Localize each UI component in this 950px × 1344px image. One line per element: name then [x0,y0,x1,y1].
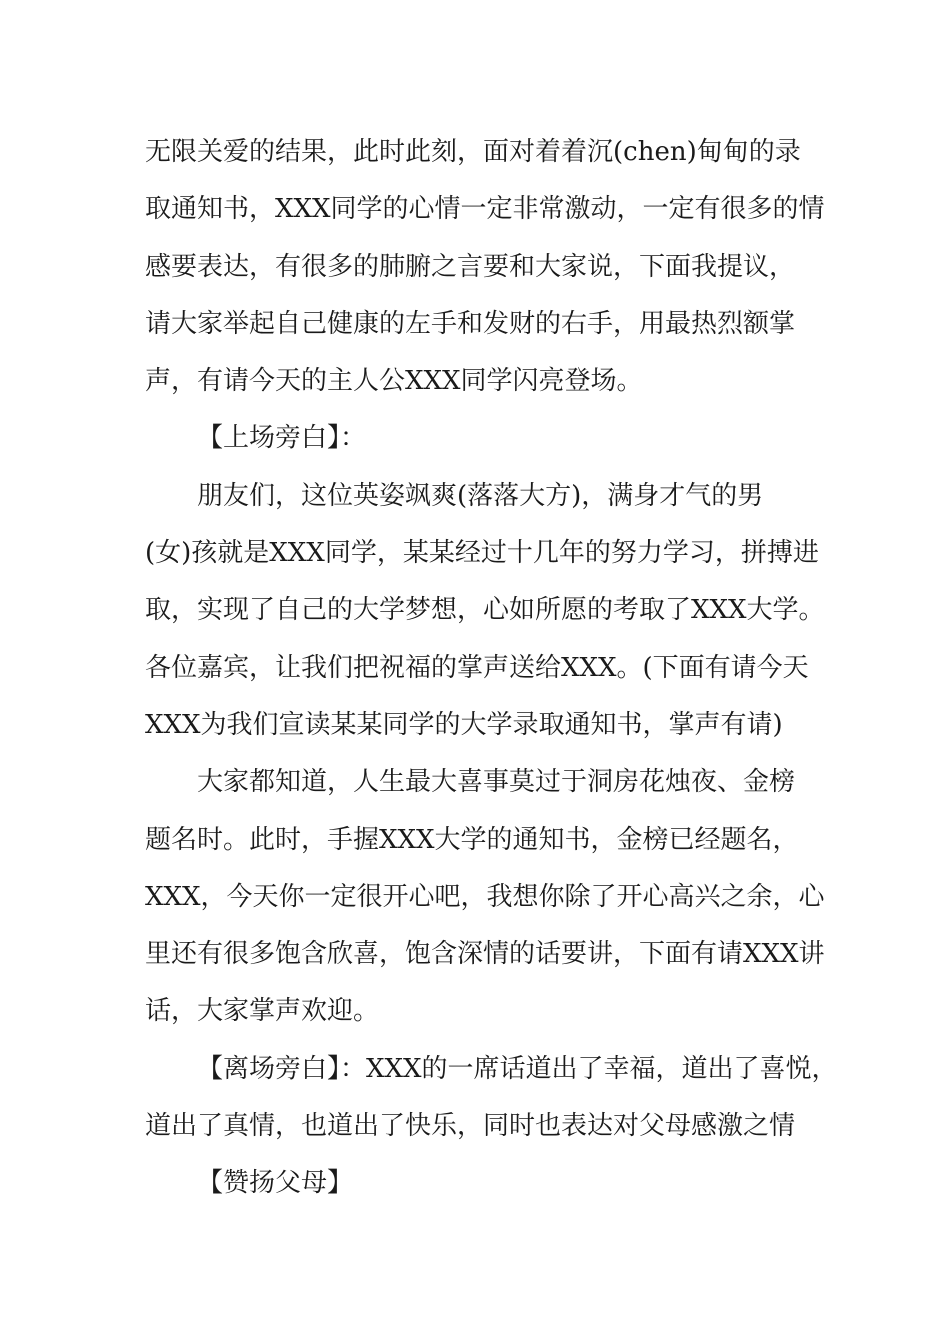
section-heading-praise-parents: 【赞扬父母】 [197,1168,354,1199]
text-line: 声，有请今天的主人公XXX同学闪亮登场。 [145,366,643,397]
text-line: 取通知书，XXX同学的心情一定非常激动，一定有很多的情 [145,194,825,225]
text-line: XXX为我们宣读某某同学的大学录取通知书，掌声有请) [145,709,783,740]
text-line: 各位嘉宾，让我们把祝福的掌声送给XXX。(下面有请今天 [145,652,809,683]
text-line: 里还有很多饱含欣喜，饱含深情的话要讲，下面有请XXX讲 [145,939,825,970]
document-body [145,124,838,1213]
text-line: 请大家举起自己健康的左手和发财的右手，用最热烈额掌 [145,308,796,339]
section-heading-exit-narration: 【离场旁白】：XXX的一席话道出了幸福，道出了喜悦， [197,1053,838,1084]
text-line: 大家都知道，人生最大喜事莫过于洞房花烛夜、金榜 [197,767,796,798]
text-line: 道出了真情，也道出了快乐，同时也表达对父母感激之情 [145,1111,796,1142]
text-line: 无限关爱的结果，此时此刻，面对着着沉(chen)甸甸的录 [145,137,801,167]
section-heading-entrance-narration: 【上场旁白】： [197,423,367,454]
text-line: 话，大家掌声欢迎。 [145,996,380,1027]
text-line: (女)孩就是XXX同学，某某经过十几年的努力学习，拼搏进 [145,538,819,569]
text-line: 朋友们，这位英姿飒爽(落落大方)，满身才气的男 [197,480,764,511]
text-line: 题名时。此时，手握XXX大学的通知书，金榜已经题名， [145,824,799,855]
text-line: 感要表达，有很多的肺腑之言要和大家说，下面我提议， [145,251,796,282]
text-line: XXX，今天你一定很开心吧，我想你除了开心高兴之余，心 [145,881,825,912]
text-line: 取，实现了自己的大学梦想，心如所愿的考取了XXX大学。 [145,595,825,626]
